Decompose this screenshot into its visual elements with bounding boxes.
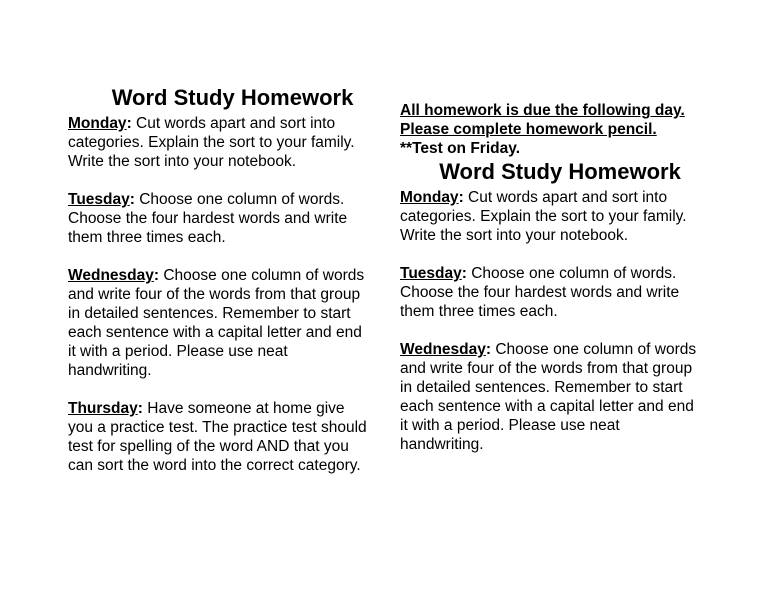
section-text: Cut words apart and sort into categories. Explain the sort to your family. Write the sort into your notebook.	[68, 115, 355, 170]
left-page-title: Word Study Homework	[111, 85, 354, 110]
left-homework-column	[68, 84, 371, 494]
test-on-friday-note: **Test on Friday.	[400, 140, 521, 157]
day-colon: :	[458, 189, 464, 206]
day-colon: :	[461, 265, 467, 282]
day-label-tuesday: Tuesday:	[400, 265, 467, 282]
day-label-wednesday: Wednesday:	[68, 267, 160, 284]
right-section-tuesday	[400, 264, 702, 321]
day-colon: :	[126, 115, 132, 132]
section-text: Have someone at home give you a practice test. The practice test should test for spelling of the word AND that you can sort the word into the correct category.	[68, 400, 367, 474]
day-colon: :	[129, 191, 135, 208]
left-section-monday	[68, 114, 371, 171]
day-colon: :	[153, 267, 160, 284]
section-text: Cut words apart and sort into categories. Explain the sort to your family. Write the sort into your notebook.	[400, 189, 687, 244]
section-text: Choose one column of words and write four of the words from that group in detailed sentences. Remember to start each sentence with a capital letter and end it with a period. Please use neat handwriting.	[400, 341, 697, 453]
day-label-thursday: Thursday:	[68, 400, 143, 417]
section-text: Choose one column of words. Choose the four hardest words and write them three times each.	[400, 265, 680, 320]
day-colon: :	[137, 400, 143, 417]
left-section-thursday	[68, 399, 371, 475]
day-label-wednesday: Wednesday:	[400, 341, 492, 358]
left-section-tuesday	[68, 190, 371, 247]
right-homework-column	[400, 101, 702, 473]
right-page-title: Word Study Homework	[439, 159, 681, 184]
due-date-notice: All homework is due the following day. Please complete homework pencil.	[400, 102, 685, 138]
section-text: Choose one column of words. Choose the four hardest words and write them three times each.	[68, 191, 348, 246]
right-section-monday	[400, 188, 702, 245]
day-label-tuesday: Tuesday:	[68, 191, 135, 208]
day-label-monday: Monday:	[400, 189, 464, 206]
day-label-monday: Monday:	[68, 115, 132, 132]
left-section-wednesday	[68, 266, 371, 380]
section-text: Choose one column of words and write four of the words from that group in detailed sentences. Remember to start each sentence with a capital letter and end it with a period. Please use neat handwriting.	[68, 267, 365, 379]
day-colon: :	[485, 341, 492, 358]
right-section-wednesday	[400, 340, 702, 454]
